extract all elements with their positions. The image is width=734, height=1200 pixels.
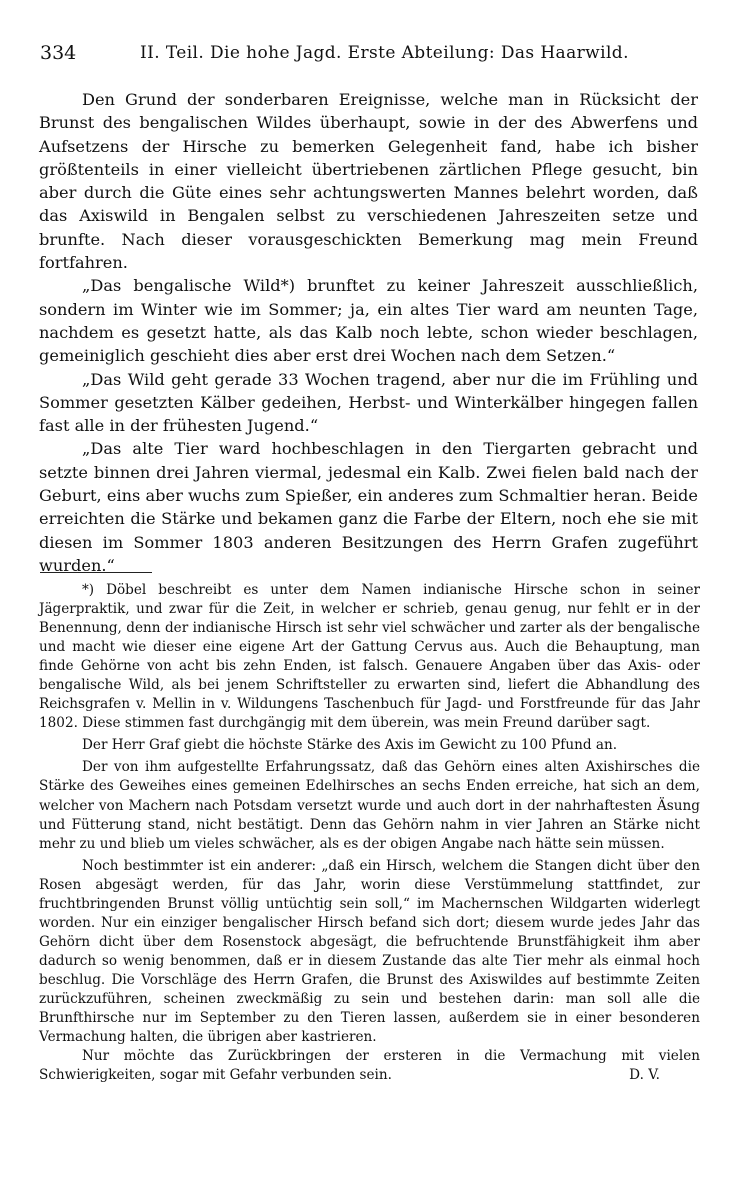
page-number: 334 (40, 42, 77, 64)
body-paragraph: „Das Wild geht gerade 33 Wochen tragend, aber nur die im Frühling und Sommer gesetzten Kälber gedeihen, Herbst- und Winterkälber hingegen fallen fast alle in der frühesten Jugend.“ (39, 369, 698, 436)
footnote-signature: D. V. (629, 1067, 660, 1084)
footnote-paragraph: *) Döbel beschreibt es unter dem Namen indianische Hirsche schon in seiner Jägerpraktik, und zwar für die Zeit, in welcher er schrieb, genau genug, nur fehlt er in der Benennung, denn der indianische Hirsch ist sehr viel schwächer und zarter als der bengalische und macht wie dieser eine eigene Art der Gattung Cervus aus. Auch die Behauptung, man finde Gehörne von acht bis zehn Enden, ist falsch. Genauere Angaben über das Axis- oder bengalische Wild, als bei jenem Schriftsteller zu erwarten sind, liefert die Abhandlung des Reichsgrafen v. Mellin in v. Wildungens Taschenbuch für Jagd- und Forstfreunde für das Jahr 1802. Diese stimmen fast durchgängig mit dem überein, was mein Freund darüber sagt. (39, 582, 700, 732)
body-paragraph: „Das bengalische Wild*) brunftet zu keiner Jahreszeit ausschließlich, sondern im Winter wie im Sommer; ja, ein altes Tier ward am neunten Tage, nachdem es gesetzt hatte, als das Kalb noch lebte, schon wieder beschlagen, gemeiniglich geschieht dies aber erst drei Wochen nach dem Setzen.“ (39, 276, 698, 366)
footnote-paragraph: Der von ihm aufgestellte Erfahrungssatz, daß das Gehörn eines alten Axishirsches die Stärke des Geweihes eines gemeinen Edelhirsches an sechs Enden erreiche, hat sich an dem, welcher von Machern nach Potsdam versetzt wurde und auch dort in der nahrhaftesten Äsung und Fütterung stand, nicht bestätigt. Denn das Gehörn nahm in vier Jahren an Stärke nicht mehr zu und blieb um vieles schwächer, als es der obigen Angabe nach hätte sein müssen. (39, 759, 700, 852)
main-text (39, 88, 698, 577)
footnote-paragraph: Noch bestimmter ist ein anderer: „daß ein Hirsch, welchem die Stangen dicht über den Rosen abgesägt werden, für das Jahr, worin diese Verstümmelung stattfindet, zur fruchtbringenden Brunst völlig untüchtig sein soll,“ im Machernschen Wildgarten widerlegt worden. Nur ein einziger bengalischer Hirsch befand sich dort; diesem wurde jedes Jahr das Gehörn dicht über dem Rosenstock abgesägt, die befruchtende Brunstfähigkeit ihm aber dadurch so wenig benommen, daß er in diesem Zustande das alte Tier mehr als einmal hoch beschlug. Die Vorschläge des Herrn Grafen, die Brunst des Axiswildes auf bestimmte Zeiten zurückzuführen, scheinen zweckmäßig zu sein und bestehen darin: man soll alle die Brunfthirsche nur im September zu den Tieren lassen, außerdem sie in einer besonderen Vermachung halten, die übrigen aber kastrieren. (39, 857, 700, 1046)
footnote-paragraph: Nur möchte das Zurückbringen der ersteren in die Vermachung mit vielen Schwierigkeiten, sogar mit Gefahr verbunden sein. (39, 1048, 700, 1084)
footnote-paragraph: Der Herr Graf giebt die höchste Stärke des Axis im Gewicht zu 100 Pfund an. (82, 737, 618, 754)
footnote (39, 581, 700, 1085)
body-paragraph: Den Grund der sonderbaren Ereignisse, welche man in Rücksicht der Brunst des bengalischen Wildes überhaupt, sowie in der des Abwerfens und Aufsetzens der Hirsche zu bemerken Gelegenheit fand, habe ich bisher größtenteils in einer vielleicht übertriebenen zärtlichen Pflege gesucht, bin aber durch die Güte eines sehr achtungswerten Mannes belehrt worden, daß das Axiswild in Bengalen selbst zu verschiedenen Jahreszeiten setze und brunfte. Nach dieser vorausgeschickten Bemerkung mag mein Freund fortfahren. (39, 90, 698, 273)
running-head: II. Teil. Die hohe Jagd. Erste Abteilung: Das Haarwild. (140, 43, 629, 63)
footnote-divider (40, 572, 152, 573)
body-paragraph: „Das alte Tier ward hochbeschlagen in den Tiergarten gebracht und setzte binnen drei Jahren viermal, jedesmal ein Kalb. Zwei fielen bald nach der Geburt, eins aber wuchs zum Spießer, ein anderes zum Schmaltier heran. Beide erreichten die Stärke und bekamen ganz die Farbe der Eltern, noch ehe sie mit diesen im Sommer 1803 anderen Besitzungen des Herrn Grafen zugeführt wurden.“ (39, 439, 698, 575)
page-header (40, 42, 700, 70)
footnote-closing (39, 1047, 700, 1085)
